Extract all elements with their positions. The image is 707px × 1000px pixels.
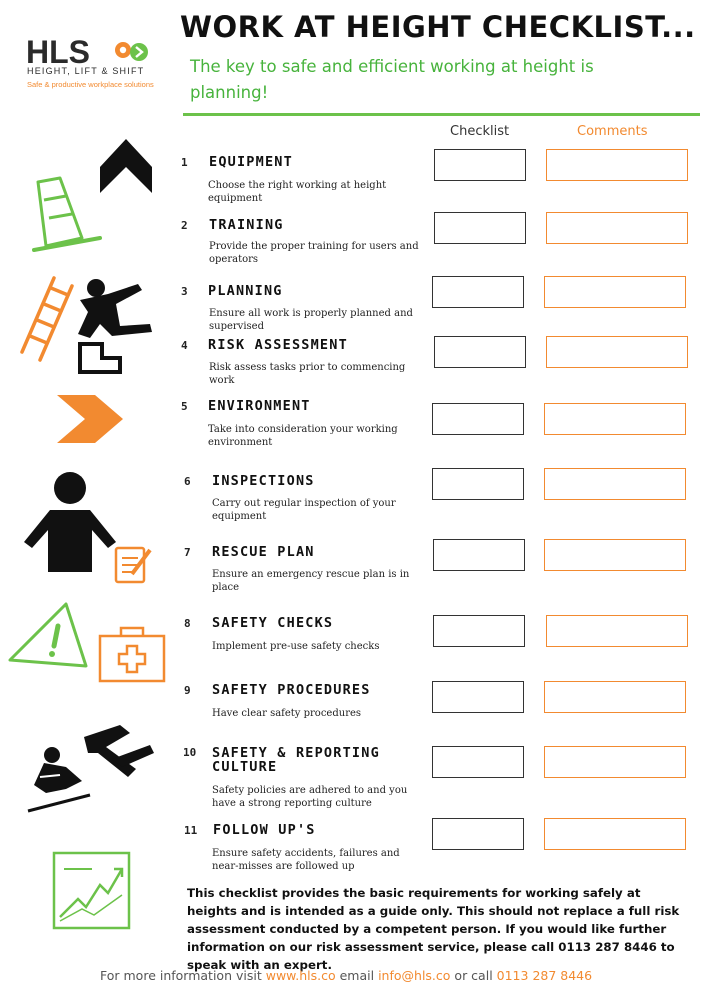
comments-box[interactable]: [546, 336, 688, 368]
comments-box[interactable]: [544, 468, 686, 500]
item-description: Take into consideration your working environment: [208, 424, 398, 448]
chevron-right-icon: [55, 393, 125, 445]
item-number: 9: [184, 684, 191, 697]
checklist-box[interactable]: [432, 468, 524, 500]
item-description: Safety policies are adhered to and you have a strong reporting culture: [212, 785, 408, 809]
item-number: 6: [184, 475, 191, 488]
checklist-column-header: Checklist: [450, 124, 510, 139]
item-number: 1: [181, 156, 188, 169]
comments-box[interactable]: [544, 403, 686, 435]
item-number: 8: [184, 617, 191, 630]
item-number: 11: [184, 824, 198, 837]
comments-box[interactable]: [544, 539, 686, 571]
contact-prefix: For more information visit: [100, 968, 262, 983]
checklist-box[interactable]: [433, 615, 525, 647]
item-title: TRAINING: [209, 217, 284, 233]
ladder-fall-icon: [20, 272, 154, 374]
growth-chart-icon: [52, 851, 132, 931]
logo-badge-icon: [114, 39, 150, 63]
checklist-box[interactable]: [433, 539, 525, 571]
item-title: ENVIRONMENT: [208, 398, 311, 414]
page-title: WORK AT HEIGHT CHECKLIST...: [180, 10, 696, 44]
checklist-box[interactable]: [432, 276, 524, 308]
item-title: RESCUE PLAN: [212, 544, 315, 560]
item-number: 5: [181, 400, 188, 413]
comments-box[interactable]: [546, 212, 688, 244]
item-title: SAFETY CHECKS: [212, 615, 334, 631]
item-description: Risk assess tasks prior to commencing work: [209, 362, 406, 386]
item-title: SAFETY & REPORTING CULTURE: [212, 745, 380, 775]
website-link[interactable]: www.hls.co: [265, 968, 336, 983]
item-number: 2: [181, 219, 188, 232]
checklist-box[interactable]: [434, 212, 526, 244]
comments-box[interactable]: [544, 746, 686, 778]
person-with-clipboard-icon: [20, 470, 155, 588]
header-divider: [183, 113, 700, 116]
comments-box[interactable]: [544, 818, 686, 850]
hls-logo: [26, 36, 166, 96]
email-link[interactable]: info@hls.co: [378, 968, 451, 983]
item-description: Carry out regular inspection of your equipment: [212, 498, 396, 522]
checklist-box[interactable]: [432, 818, 524, 850]
comments-box[interactable]: [544, 681, 686, 713]
page-subtitle: The key to safe and efficient working at height is planning!: [190, 57, 594, 102]
item-description: Implement pre-use safety checks: [212, 641, 380, 652]
item-title: RISK ASSESSMENT: [208, 337, 348, 353]
item-description: Choose the right working at height equipment: [208, 180, 387, 204]
comments-box[interactable]: [546, 615, 688, 647]
phone-number[interactable]: 0113 287 8446: [496, 968, 593, 983]
item-number: 4: [181, 339, 188, 352]
item-title: PLANNING: [208, 283, 283, 299]
item-description: Ensure all work is properly planned and supervised: [209, 308, 413, 332]
chevron-up-icon: [98, 137, 154, 195]
warning-triangle-icon: [6, 600, 90, 670]
email-label: email: [339, 968, 375, 983]
tools-worker-icon: [26, 723, 156, 815]
item-description: Provide the proper training for users and operators: [209, 241, 419, 265]
item-title: EQUIPMENT: [209, 154, 293, 170]
item-title: INSPECTIONS: [212, 473, 315, 489]
checklist-box[interactable]: [434, 149, 526, 181]
item-title: SAFETY PROCEDURES: [212, 682, 371, 698]
disclaimer-text: This checklist provides the basic requirements for working safely at heights and is intended as a guide only. This should not replace a full risk assessment conducted by a competent person. If you would like further information on our risk assessment service, please call 0113 287 8446 to speak with an expert.: [187, 886, 680, 972]
item-number: 10: [183, 746, 197, 759]
contact-line: [100, 968, 592, 983]
checklist-box[interactable]: [432, 681, 524, 713]
comments-box[interactable]: [544, 276, 686, 308]
checklist-box[interactable]: [432, 403, 524, 435]
checklist-box[interactable]: [434, 336, 526, 368]
logo-slogan: Safe & productive workplace solutions: [27, 80, 154, 89]
item-description: Ensure an emergency rescue plan is in place: [212, 569, 410, 593]
comments-column-header: Comments: [577, 124, 648, 139]
item-description: Have clear safety procedures: [212, 708, 362, 719]
item-title: FOLLOW UP'S: [213, 822, 316, 838]
logo-tagline: HEIGHT, LIFT & SHIFT: [27, 66, 145, 76]
checklist-box[interactable]: [432, 746, 524, 778]
first-aid-kit-icon: [97, 624, 167, 684]
traffic-cone-icon: [30, 176, 104, 258]
item-description: Ensure safety accidents, failures and near-misses are followed up: [212, 848, 400, 872]
comments-box[interactable]: [546, 149, 688, 181]
logo-text: HLS: [26, 34, 90, 70]
call-label: or call: [454, 968, 493, 983]
item-number: 3: [181, 285, 188, 298]
item-number: 7: [184, 546, 191, 559]
